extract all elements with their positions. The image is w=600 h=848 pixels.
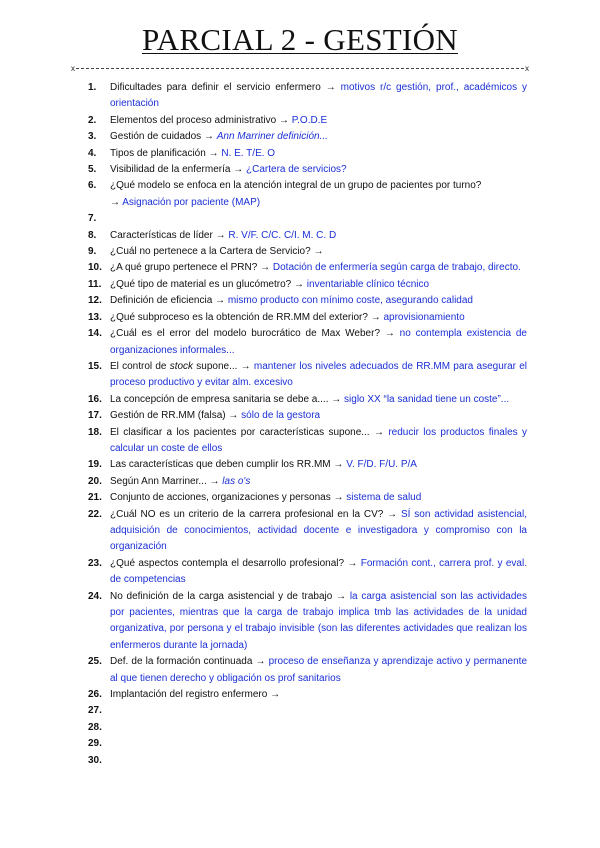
arrow-icon: → bbox=[336, 590, 347, 602]
arrow-icon: → bbox=[270, 689, 281, 701]
list-item bbox=[0, 146, 527, 162]
arrow-icon: → bbox=[313, 246, 324, 258]
list-item bbox=[0, 129, 527, 145]
item-answer: sólo de la gestora bbox=[241, 410, 321, 422]
item-question: ¿Qué modelo se enfoca en la atención integral de un grupo de pacientes por turno? bbox=[110, 180, 482, 192]
item-question: Definición de eficiencia bbox=[110, 295, 213, 307]
separator-line bbox=[71, 64, 531, 73]
arrow-icon: → bbox=[110, 196, 120, 208]
item-answer: proceso de enseñanza y aprendizaje activo y permanente al que tienen derecho y obligación os prof sanitarios bbox=[110, 656, 528, 684]
arrow-icon: → bbox=[228, 410, 239, 422]
item-number: 27. bbox=[88, 705, 102, 717]
arrow-icon: → bbox=[233, 164, 244, 176]
arrow-icon: → bbox=[373, 426, 384, 438]
list-item bbox=[0, 490, 527, 506]
item-question: El clasificar a los pacientes por características supone... bbox=[110, 426, 370, 438]
arrow-icon: → bbox=[255, 656, 266, 668]
separator-right-mark: x bbox=[525, 64, 529, 73]
item-question: Gestión de cuidados bbox=[110, 131, 202, 143]
item-question: ¿Qué aspectos contempla el desarrollo profesional? bbox=[110, 557, 345, 569]
item-question: Visibilidad de la enfermería bbox=[110, 164, 231, 176]
item-answer: reducir los productos finales y calcular un coste de ellos bbox=[110, 426, 527, 454]
item-number: 21. bbox=[88, 492, 102, 504]
item-number: 22. bbox=[88, 508, 102, 520]
arrow-icon: → bbox=[333, 492, 344, 504]
item-answer: Asignación por paciente (MAP) bbox=[122, 196, 261, 208]
item-question: ¿Cuál no pertenece a la Cartera de Servicio? bbox=[110, 246, 311, 258]
arrow-icon: → bbox=[208, 147, 219, 159]
list-item bbox=[0, 293, 527, 309]
item-number: 18. bbox=[88, 426, 102, 438]
arrow-icon: → bbox=[331, 393, 342, 405]
list-item bbox=[0, 507, 527, 556]
item-answer: Formación cont., carrera prof. y eval. de competencias bbox=[110, 557, 527, 586]
item-question: Características de líder bbox=[110, 229, 213, 241]
list-item bbox=[0, 425, 527, 458]
arrow-icon: → bbox=[215, 229, 226, 241]
item-number: 3. bbox=[88, 131, 97, 143]
item-answer: P.O.D.E bbox=[291, 114, 328, 126]
item-answer: no contempla existencia de organizaciones informales... bbox=[110, 328, 527, 356]
item-question: Gestión de RR.MM (falsa) bbox=[110, 410, 226, 422]
item-answer: inventariable clínico técnico bbox=[306, 278, 430, 290]
item-number: 20. bbox=[88, 475, 102, 487]
item-number: 2. bbox=[88, 114, 97, 126]
item-number: 1. bbox=[88, 82, 97, 93]
list-item bbox=[0, 703, 527, 719]
page-title: PARCIAL 2 - GESTIÓN bbox=[141, 22, 458, 57]
arrow-icon: → bbox=[240, 360, 251, 372]
item-question: ¿A qué grupo pertenece el PRN? bbox=[110, 262, 258, 274]
item-question: Conjunto de acciones, organizaciones y personas bbox=[110, 492, 331, 504]
item-question: Implantación del registro enfermero bbox=[110, 689, 268, 701]
item-answer: Dotación de enfermería según carga de trabajo, directo. bbox=[272, 262, 521, 274]
list-item bbox=[0, 392, 527, 408]
item-answer: motivos r/c gestión, prof., académicos y orientación bbox=[110, 82, 527, 110]
arrow-icon: → bbox=[203, 131, 214, 143]
item-number: 11. bbox=[88, 278, 102, 290]
item-answer: la carga asistencial son las actividades por pacientes, mientras que la carga de trabajo implica tmb las actividades de la unidad organizativa, por persona y el trabajo invisible (son las diferentes actividades que realizan los enfermeros durante la jornada) bbox=[110, 590, 527, 651]
item-answer: las o's bbox=[222, 475, 251, 487]
list-item bbox=[0, 80, 527, 113]
item-number: 13. bbox=[88, 311, 102, 323]
item-number: 8. bbox=[88, 229, 97, 241]
question-list bbox=[0, 80, 600, 769]
item-number: 30. bbox=[88, 754, 102, 766]
item-number: 24. bbox=[88, 590, 102, 602]
item-question: Elementos del proceso administrativo bbox=[110, 114, 277, 126]
item-number: 7. bbox=[88, 213, 97, 225]
arrow-icon: → bbox=[260, 262, 271, 274]
item-number: 15. bbox=[88, 360, 102, 372]
item-number: 28. bbox=[88, 721, 102, 733]
arrow-icon: → bbox=[325, 82, 336, 93]
item-answer: SÍ son actividad asistencial, adquisición de conocimientos, actividad docente e investigadora y compromiso con la organización bbox=[110, 508, 527, 553]
list-item bbox=[0, 720, 527, 736]
arrow-icon: → bbox=[209, 475, 220, 487]
list-item bbox=[0, 326, 527, 359]
item-number: 26. bbox=[88, 689, 102, 701]
item-number: 9. bbox=[88, 246, 97, 258]
list-item bbox=[0, 474, 527, 490]
list-item bbox=[0, 310, 527, 326]
item-number: 12. bbox=[88, 295, 102, 307]
item-number: 4. bbox=[88, 147, 97, 159]
item-answer: aprovisionamiento bbox=[383, 311, 465, 323]
separator-left-mark: x bbox=[71, 64, 75, 73]
item-question: Dificultades para definir el servicio enfermero bbox=[110, 82, 321, 93]
item-answer: sistema de salud bbox=[346, 492, 422, 504]
separator-dashes bbox=[76, 68, 524, 69]
item-question-post: supone... bbox=[193, 360, 238, 372]
list-item bbox=[0, 753, 527, 769]
list-item bbox=[0, 654, 527, 687]
arrow-icon: → bbox=[215, 295, 226, 307]
item-question: Tipos de planificación bbox=[110, 147, 206, 159]
arrow-icon: → bbox=[294, 278, 304, 290]
item-answer: Ann Marriner definición... bbox=[216, 131, 328, 143]
item-answer: N. E. T/E. O bbox=[221, 147, 276, 159]
list-item bbox=[0, 687, 527, 703]
item-number: 14. bbox=[88, 328, 102, 340]
item-number: 16. bbox=[88, 393, 102, 405]
list-item bbox=[0, 736, 527, 752]
item-answer: mantener los niveles adecuados de RR.MM para asegurar el proceso productivo y evitar alm. excesivo bbox=[110, 360, 528, 389]
item-number: 10. bbox=[88, 262, 102, 274]
list-item bbox=[0, 244, 527, 260]
item-number: 19. bbox=[88, 459, 102, 471]
arrow-icon: → bbox=[333, 459, 344, 471]
item-question-pre: El control de bbox=[110, 360, 170, 372]
arrow-icon: → bbox=[387, 508, 398, 520]
item-question: Def. de la formación continuada bbox=[110, 656, 253, 668]
item-number: 23. bbox=[88, 557, 102, 569]
list-item bbox=[0, 589, 527, 655]
item-answer: mismo producto con mínimo coste, asegurando calidad bbox=[227, 295, 473, 307]
list-item bbox=[0, 162, 527, 178]
item-answer: R. V/F. C/C. C/I. M. C. D bbox=[228, 229, 337, 241]
arrow-icon: → bbox=[347, 557, 358, 569]
item-answer: siglo XX “la sanidad tiene un coste”... bbox=[344, 393, 510, 405]
list-item bbox=[0, 556, 527, 589]
item-question: Las características que deben cumplir los RR.MM bbox=[110, 459, 331, 471]
item-question: ¿Qué subproceso es la obtención de RR.MM del exterior? bbox=[110, 311, 368, 323]
item-number: 17. bbox=[88, 410, 102, 422]
item-question: ¿Cuál es el error del modelo burocrático de Max Weber? bbox=[110, 328, 381, 340]
item-answer: V. F/D. F/U. P/A bbox=[346, 459, 417, 471]
item-question: No definición de la carga asistencial y de trabajo bbox=[110, 590, 333, 602]
item-question-italic: stock bbox=[169, 360, 194, 372]
item-number: 25. bbox=[88, 656, 102, 668]
list-item bbox=[0, 113, 527, 129]
item-answer: ¿Cartera de servicios? bbox=[246, 164, 347, 176]
list-item bbox=[0, 359, 527, 392]
item-question: Según Ann Marriner... bbox=[110, 475, 207, 487]
list-item bbox=[0, 457, 527, 473]
list-item bbox=[0, 277, 527, 293]
arrow-icon: → bbox=[384, 328, 395, 340]
item-question: ¿Qué tipo de material es un glucómetro? bbox=[110, 278, 292, 290]
item-question: La concepción de empresa sanitaria se debe a.... bbox=[110, 393, 329, 405]
list-item bbox=[0, 228, 527, 244]
arrow-icon: → bbox=[278, 114, 289, 126]
list-item bbox=[0, 260, 527, 276]
list-item bbox=[0, 408, 527, 424]
item-number: 6. bbox=[88, 180, 97, 192]
list-item bbox=[0, 178, 527, 211]
item-number: 29. bbox=[88, 738, 102, 750]
arrow-icon: → bbox=[370, 311, 381, 323]
item-number: 5. bbox=[88, 164, 97, 176]
list-item bbox=[0, 211, 527, 227]
item-question: ¿Cuál NO es un criterio de la carrera profesional en la CV? bbox=[110, 508, 384, 520]
